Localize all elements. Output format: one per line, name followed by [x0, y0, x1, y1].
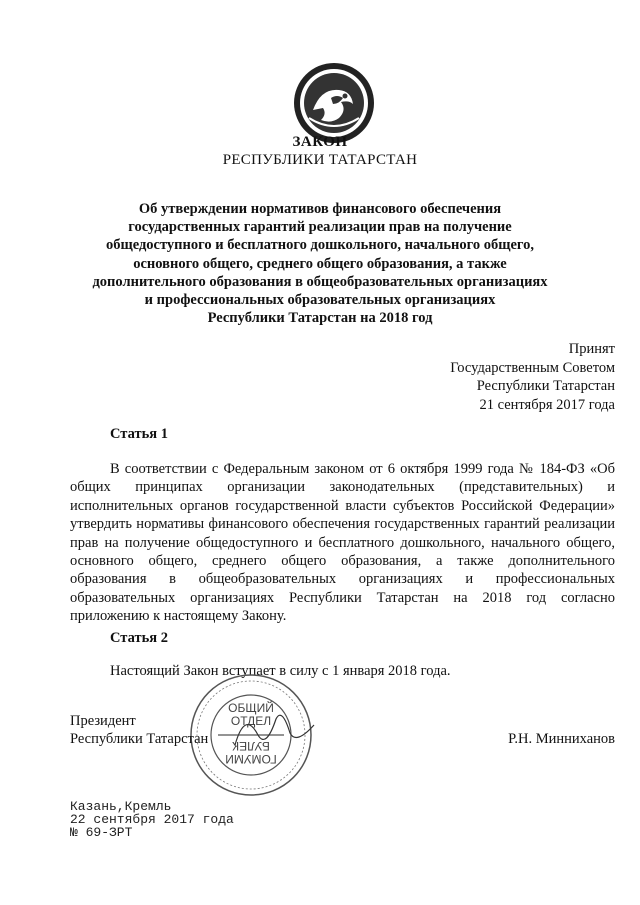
position-line: Республики Татарстан — [70, 731, 209, 747]
law-title: ЗАКОН — [292, 134, 348, 150]
document-footer — [70, 800, 234, 839]
subject-line: основного общего, среднего общего образования, а также — [133, 255, 507, 272]
adoption-line: Принят — [568, 341, 615, 357]
adoption-line: Республики Татарстан — [476, 378, 615, 394]
law-subject — [0, 200, 640, 327]
article-1-paragraph: В соответствии с Федеральным законом от 6 октября 1999 года № 184-ФЗ «Об общих принципах организации законодательных (представительных) и исполнительных органов государственной власти субъектов Российской Федерации» утвердить нормативы финансового обеспечения государственных гарантий реализации прав на получение общедоступного и бесплатного дошкольного, начального общего, основного общего, среднего общего образования, а также дополнительного образования в общеобразовательных организациях и профессиональных образовательных организациях Республики Татарстан на 2018 год согласно приложению к настоящему Закону. — [70, 461, 615, 625]
subject-line: Республики Татарстан на 2018 год — [207, 310, 433, 327]
subject-line: Об утверждении нормативов финансового обеспечения — [138, 201, 502, 217]
stamp-line: ГОМУМИ — [225, 752, 277, 766]
adoption-line: Государственным Советом — [450, 359, 615, 376]
article-2-text — [70, 662, 615, 680]
subject-line: государственных гарантий реализации прав на получение — [128, 219, 512, 236]
adoption-block — [330, 340, 615, 414]
footer-place: Казань,Кремль — [70, 799, 172, 814]
signatory-position — [70, 712, 208, 748]
subject-line: общедоступного и бесплатного дошкольного, начального общего, — [105, 237, 535, 254]
footer-date: 22 сентября 2017 года — [70, 812, 234, 827]
article-1-text — [70, 460, 615, 626]
signature-scribble — [230, 705, 320, 760]
subject-line: и профессиональных образовательных организациях — [144, 292, 496, 309]
adoption-date: 21 сентября 2017 года — [479, 396, 615, 413]
position-line: Президент — [70, 713, 136, 729]
stamp-line: ОТДЕЛ — [230, 714, 272, 728]
law-subtitle: РЕСПУБЛИКИ ТАТАРСТАН — [222, 152, 418, 168]
stamp-line: ОБЩИЙ — [228, 701, 274, 715]
footer-number: № 69-ЗРТ — [70, 825, 133, 840]
signatory-name: Р.Н. Минниханов — [508, 731, 615, 747]
subject-line: дополнительного образования в общеобразовательных организациях — [92, 273, 548, 290]
article-2-heading: Статья 2 — [110, 630, 168, 646]
article-2-paragraph: Настоящий Закон вступает в силу с 1 января 2018 года. — [110, 663, 451, 679]
article-1-heading: Статья 1 — [110, 426, 168, 442]
stamp-line: БУЛЕК — [232, 739, 270, 753]
